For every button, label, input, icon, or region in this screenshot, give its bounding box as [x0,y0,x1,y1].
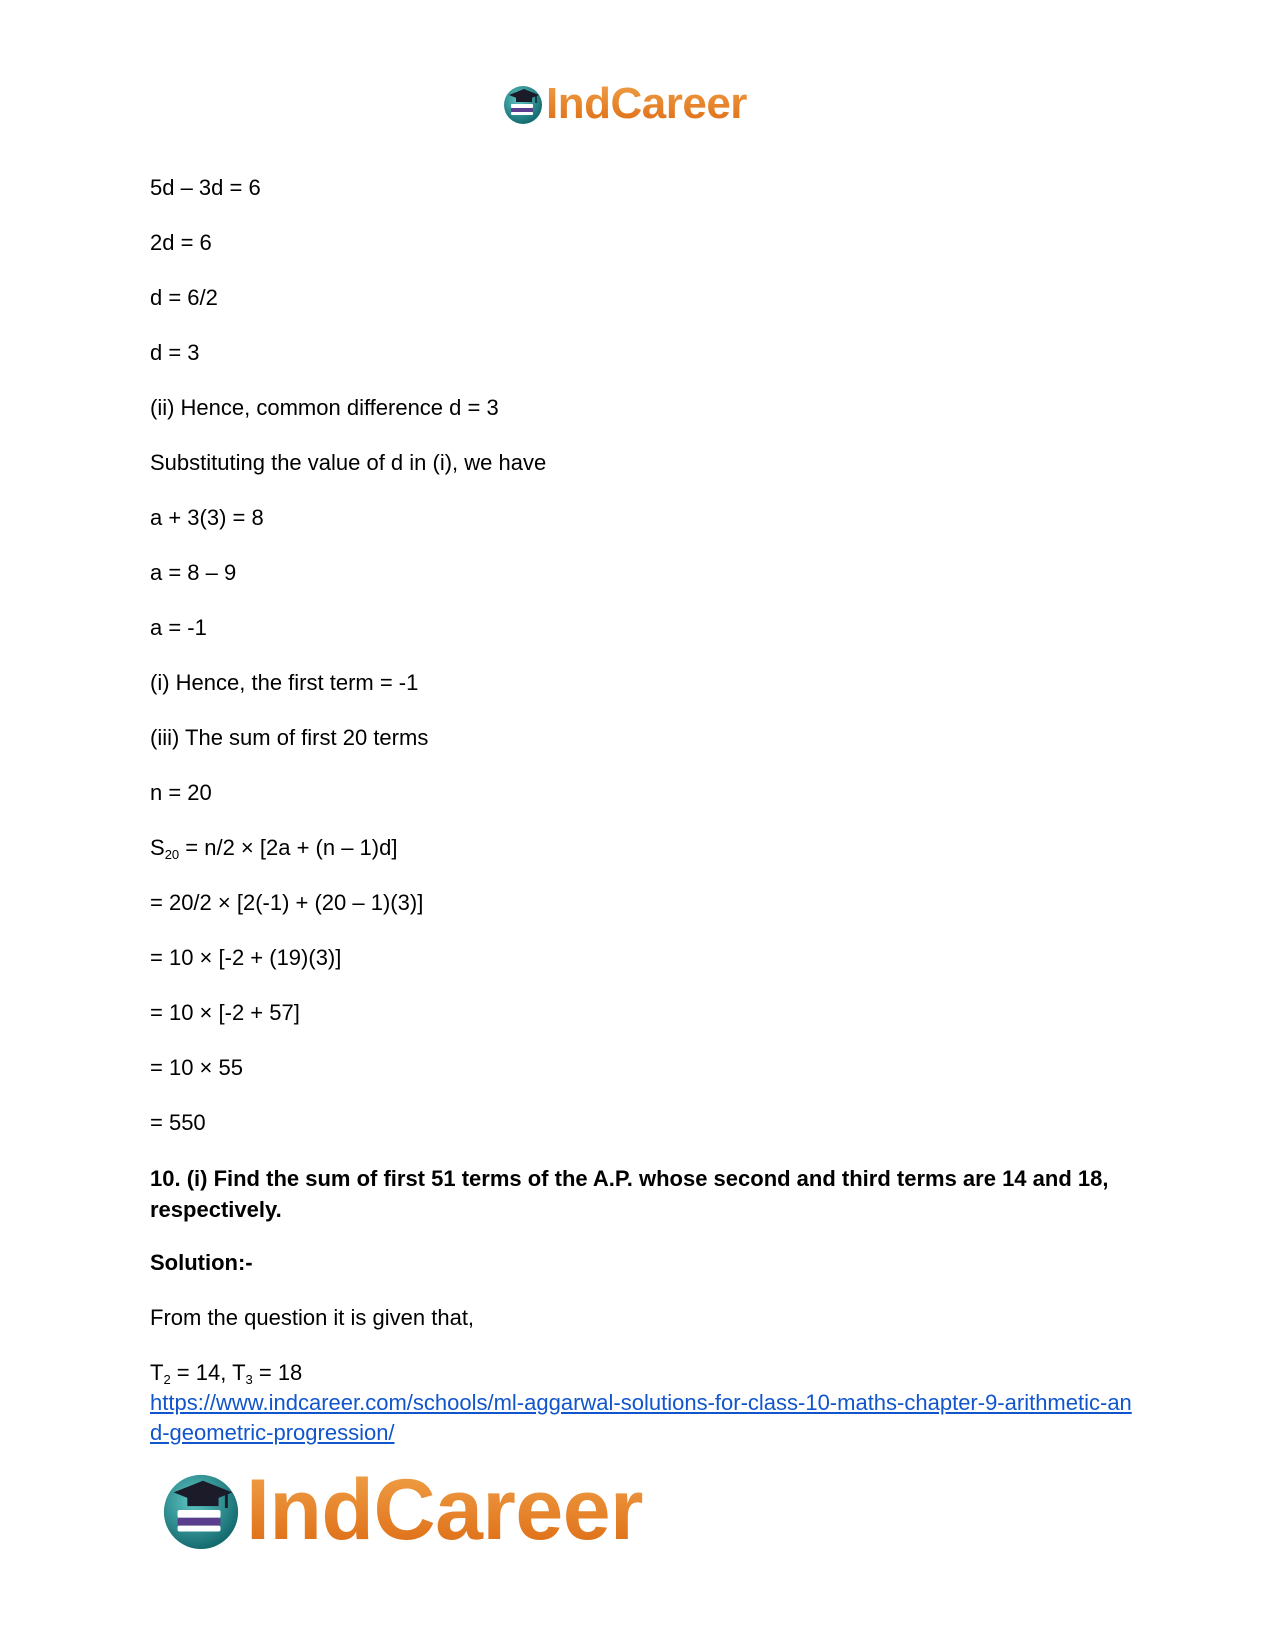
brand-name: IndCareer [246,1462,643,1558]
text-line: Substituting the value of d in (i), we have [150,450,547,475]
text-line: d = 6/2 [150,285,218,310]
t2-subscript: 2 [163,1372,171,1387]
calc-line: = 10 × [-2 + 57] [150,1000,300,1025]
calc-line: = 550 [150,1110,206,1135]
footer-logo [160,1462,643,1558]
sum-formula-line [150,835,397,861]
text-line: From the question it is given that, [150,1305,475,1330]
t3-symbol: T [232,1360,246,1385]
text-line: (iii) The sum of first 20 terms [150,725,429,750]
s-symbol: S [150,835,165,860]
t3-value: = 18 [252,1360,303,1385]
text-line: (i) Hence, the first term = -1 [150,670,419,695]
text-line: a + 3(3) = 8 [150,505,264,530]
brand-name: IndCareer [546,79,747,128]
terms-line [150,1360,302,1386]
text-line: a = -1 [150,615,207,640]
graduation-book-globe-icon [502,83,544,125]
text-line: n = 20 [150,780,212,805]
solution-label: Solution:- [150,1250,253,1275]
text-line: 2d = 6 [150,230,212,255]
text-line: 5d – 3d = 6 [150,175,261,200]
question-heading: 10. (i) Find the sum of first 51 terms of the A.P. whose second and third terms are 14 and 18, respectively. [150,1166,1109,1222]
graduation-book-globe-icon [160,1469,242,1551]
formula-text: = n/2 × [2a + (n – 1)d] [179,835,398,860]
s-subscript: 20 [164,847,180,862]
calc-line: = 10 × 55 [150,1055,243,1080]
text-line: a = 8 – 9 [150,560,237,585]
t2-value: = 14, [170,1360,233,1385]
header-logo [502,80,747,128]
calc-line: = 20/2 × [2(-1) + (20 – 1)(3)] [150,890,424,915]
text-line: d = 3 [150,340,200,365]
t3-subscript: 3 [245,1372,253,1387]
text-line: (ii) Hence, common difference d = 3 [150,395,499,420]
calc-line: = 10 × [-2 + (19)(3)] [150,945,342,970]
source-link[interactable]: https://www.indcareer.com/schools/ml-aggarwal-solutions-for-class-10-maths-chapter-9-arithmetic-and-geometric-progression/ [150,1390,1132,1445]
t2-symbol: T [150,1360,164,1385]
